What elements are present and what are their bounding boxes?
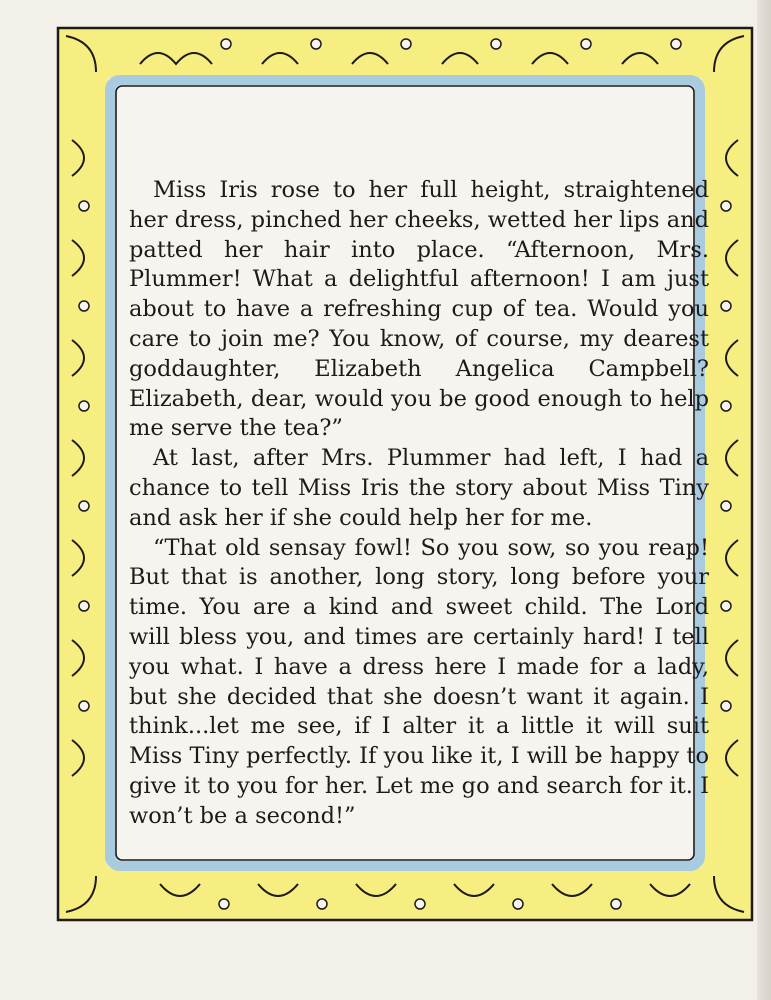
paragraph-3: “That old sensay fowl! So you sow, so you reap! But that is another, long story, long before your time. You are a kind and sweet child. The Lord will bless you, and times are certainly hard! I tell you what. I have a dress here I made for a lady, but she decided that she doesn’t want it again. I think...let me see, if I alter it a little it will suit Miss Tiny perfectly. If you like it, I will be happy to give it to you for her. Let me go and search for it. I won’t be a second!” — [129, 534, 709, 829]
paragraph-2: At last, after Mrs. Plummer had left, I had a chance to tell Miss Iris the story about Miss Tiny and ask her if she could help her for me. — [129, 445, 709, 531]
story-text — [129, 176, 709, 832]
paragraph-1: Miss Iris rose to her full height, straightened her dress, pinched her cheeks, wetted her lips and patted her hair into place. “Afternoon, Mrs. Plummer! What a delightful afternoon! I am just about to have a refreshing cup of tea. Would you care to join me? You know, of course, my dearest goddaughter, Elizabeth Angelica Campbell? Elizabeth, dear, would you be good enough to help me serve the tea?” — [129, 177, 709, 442]
